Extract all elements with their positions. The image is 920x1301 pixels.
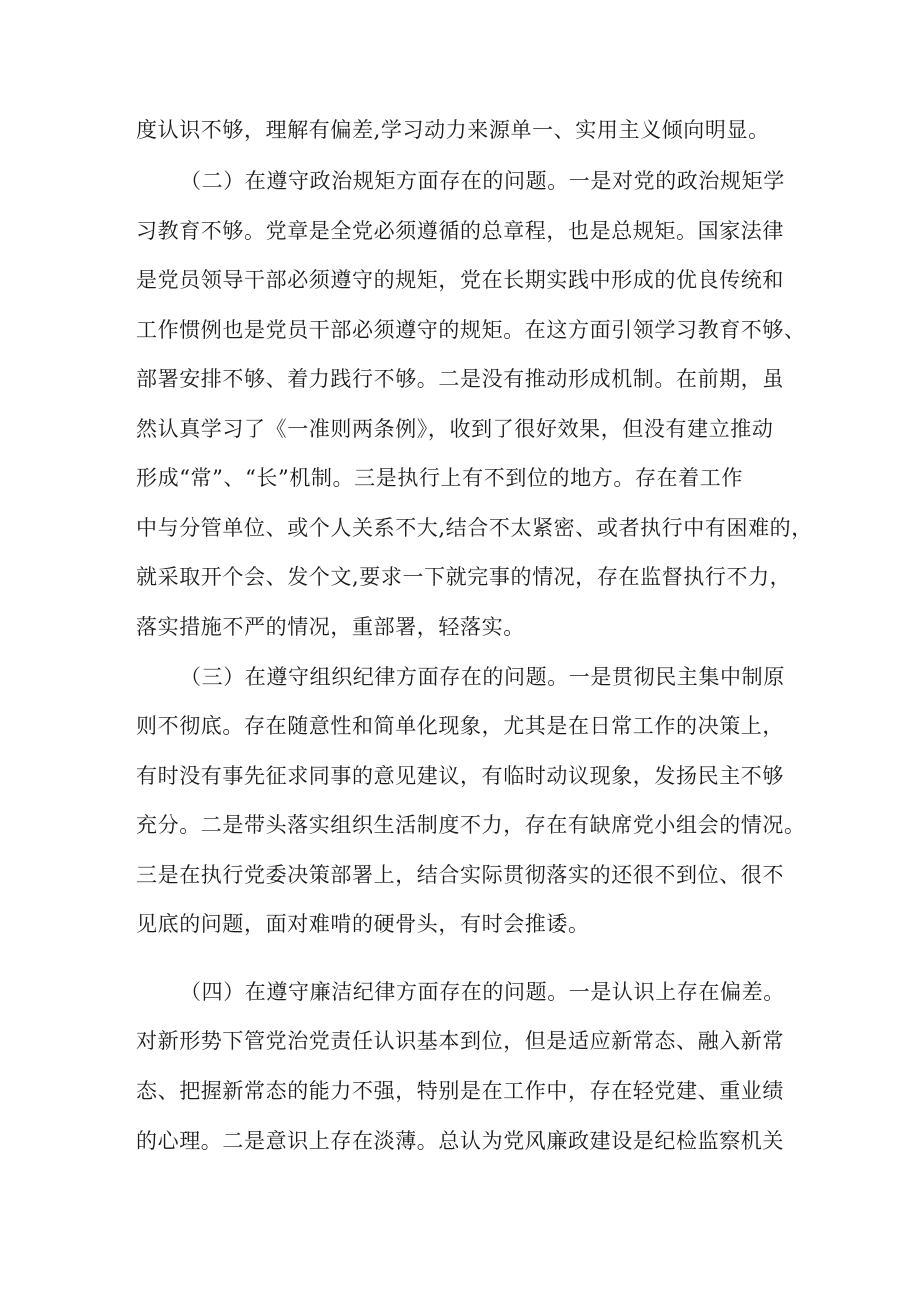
section-2-heading-line: （二）在遵守政治规矩方面存在的问题。一是对党的政治规矩学 xyxy=(180,169,785,193)
text-line-1: 度认识不够，理解有偏差,学习动力来源单一、实用主义倾向明显。 xyxy=(136,118,770,142)
text-line-13: 则不彻底。存在随意性和简单化现象，尤其是在日常工作的决策上， xyxy=(136,714,784,738)
text-line-8: 形成“常”、“长”机制。三是执行上有不到位的地方。存在着工作 xyxy=(136,466,743,490)
text-line-6: 部署安排不够、着力践行不够。二是没有推动形成机制。在前期，虽 xyxy=(136,367,784,391)
text-line-5: 工作惯例也是党员干部必须遵守的规矩。在这方面引领学习教育不够、 xyxy=(136,318,806,342)
section-3-heading-line: （三）在遵守组织纪律方面存在的问题。一是贯彻民主集中制原 xyxy=(180,665,785,689)
text-line-17: 见底的问题，面对难啃的硬骨头，有时会推诿。 xyxy=(136,912,590,936)
text-line-4: 是党员领导干部必须遵守的规矩，党在长期实践中形成的优良传统和 xyxy=(136,268,784,292)
text-line-19: 对新形势下管党治党责任认识基本到位，但是适应新常态、融入新常 xyxy=(136,1029,784,1053)
text-line-20: 态、把握新常态的能力不强，特别是在工作中，存在轻党建、重业绩 xyxy=(136,1079,784,1103)
section-4-heading-line: （四）在遵守廉洁纪律方面存在的问题。一是认识上存在偏差。 xyxy=(180,980,785,1004)
text-line-21: 的心理。二是意识上存在淡薄。总认为党风廉政建设是纪检监察机关 xyxy=(136,1129,784,1153)
text-line-9: 中与分管单位、或个人关系不大,结合不太紧密、或者执行中有困难的， xyxy=(136,516,813,540)
text-line-15: 充分。二是带头落实组织生活制度不力，存在有缺席党小组会的情况。 xyxy=(136,813,806,837)
text-line-10: 就采取开个会、发个文,要求一下就完事的情况，存在监督执行不力， xyxy=(136,565,792,589)
text-line-16: 三是在执行党委决策部署上，结合实际贯彻落实的还很不到位、很不 xyxy=(136,863,784,887)
text-line-3: 习教育不够。党章是全党必须遵循的总章程，也是总规矩。国家法律 xyxy=(136,219,784,243)
text-line-14: 有时没有事先征求同事的意见建议，有临时动议现象，发扬民主不够 xyxy=(136,764,784,788)
text-line-11: 落实措施不严的情况，重部署，轻落实。 xyxy=(136,615,525,639)
text-line-7: 然认真学习了《一准则两条例》，收到了很好效果，但没有建立推动 xyxy=(136,417,774,441)
